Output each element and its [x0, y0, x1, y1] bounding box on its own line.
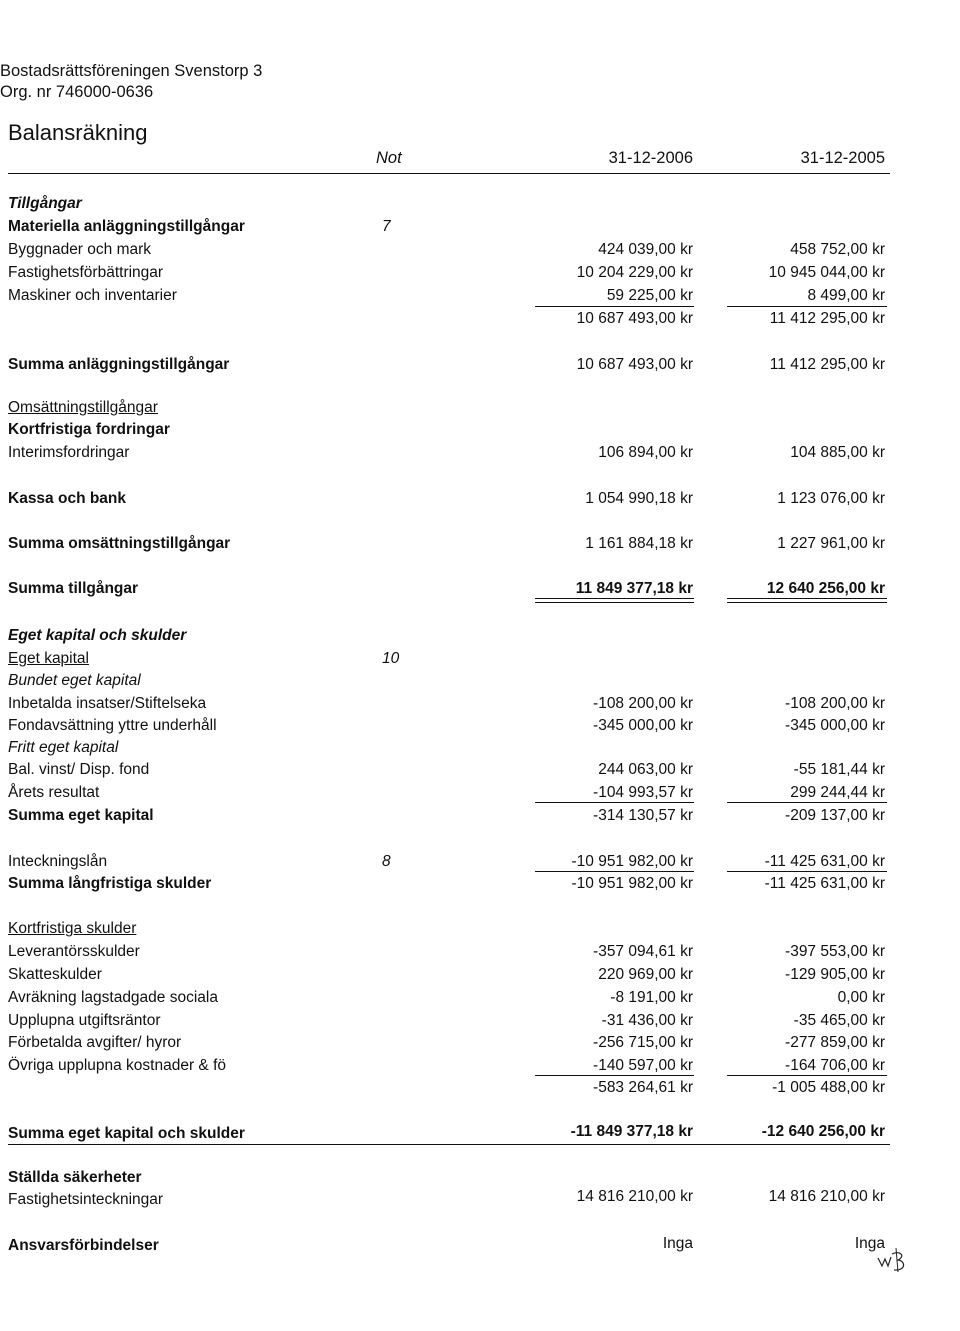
row-label: Maskiner och inventarier — [8, 287, 177, 304]
value-2006: 11 849 377,18 kr — [575, 580, 693, 597]
handwritten-initials-mark — [876, 1246, 910, 1274]
sum-rule — [727, 871, 887, 872]
row-label: Leverantörsskulder — [8, 943, 140, 960]
row-label: Avräkning lagstadgade sociala — [8, 989, 218, 1006]
row-label: Förbetalda avgifter/ hyror — [8, 1034, 182, 1051]
value-2006: 10 687 493,00 kr — [576, 356, 693, 373]
value-2005: -11 425 631,00 kr — [764, 875, 885, 892]
ansvar-label: Ansvarsförbindelser — [8, 1237, 159, 1254]
value-2006: -256 715,00 kr — [593, 1034, 693, 1051]
value-2006: 1 054 990,18 kr — [585, 490, 693, 507]
value-2005: -11 425 631,00 kr — [764, 853, 885, 870]
value-2005: -35 465,00 kr — [793, 1012, 885, 1029]
value-2005: -345 000,00 kr — [785, 717, 885, 734]
value-2005: 104 885,00 kr — [790, 444, 885, 461]
value-2005: -12 640 256,00 kr — [761, 1123, 885, 1140]
page-title: Balansräkning — [8, 120, 148, 145]
value-2006: -8 191,00 kr — [610, 989, 693, 1006]
sum-rule — [535, 1075, 694, 1076]
summa-anlaggning-label: Summa anläggningstillgångar — [8, 356, 230, 373]
value-2006: Inga — [662, 1235, 693, 1252]
value-2005: -209 137,00 kr — [785, 807, 885, 824]
omsattning-heading: Omsättningstillgångar — [8, 399, 158, 416]
header-col-2005: 31-12-2005 — [800, 149, 885, 167]
value-2006: -10 951 982,00 kr — [571, 875, 693, 892]
double-rule — [535, 602, 694, 603]
sum-rule — [727, 306, 887, 307]
materiella-heading: Materiella anläggningstillgångar — [8, 218, 245, 235]
sum-rule — [535, 306, 694, 307]
sum-rule — [535, 802, 694, 803]
row-label: Fastighetsförbättringar — [8, 264, 164, 281]
value-2006: 220 969,00 kr — [598, 966, 693, 983]
row-label: Övriga upplupna kostnader & fö — [8, 1057, 226, 1074]
value-2005: 10 945 044,00 kr — [768, 264, 885, 281]
row-label: Interimsfordringar — [8, 444, 130, 461]
value-2006: -10 951 982,00 kr — [571, 853, 693, 870]
value-2006: -357 094,61 kr — [593, 943, 693, 960]
value-2005: -108 200,00 kr — [785, 695, 885, 712]
section-eget-kapital-skulder: Eget kapital och skulder — [8, 627, 187, 644]
kortfristiga-skulder-heading: Kortfristiga skulder — [8, 920, 137, 937]
subtotal-2006: 10 687 493,00 kr — [576, 310, 693, 327]
kortfristiga-fordringar-heading: Kortfristiga fordringar — [8, 421, 170, 438]
value-2005: 12 640 256,00 kr — [766, 580, 885, 597]
bundet-heading: Bundet eget kapital — [8, 672, 141, 689]
value-2006: 59 225,00 kr — [606, 287, 693, 304]
value-2006: 1 161 884,18 kr — [585, 535, 693, 552]
subtotal-2005: 11 412 295,00 kr — [769, 310, 885, 327]
summa-omsattning-label: Summa omsättningstillgångar — [8, 535, 231, 552]
value-2005: -397 553,00 kr — [785, 943, 885, 960]
value-2005: 14 816 210,00 kr — [768, 1188, 885, 1205]
value-2005: 11 412 295,00 kr — [769, 356, 885, 373]
value-2006: 14 816 210,00 kr — [576, 1188, 693, 1205]
value-2006: -345 000,00 kr — [593, 717, 693, 734]
note-ref: 7 — [382, 218, 391, 235]
summa-langfristiga-label: Summa långfristiga skulder — [8, 875, 212, 892]
summa-total-label: Summa eget kapital och skulder — [8, 1125, 245, 1142]
double-rule — [727, 598, 887, 599]
summa-eget-kapital-label: Summa eget kapital — [8, 807, 154, 824]
row-label: Upplupna utgiftsräntor — [8, 1012, 161, 1029]
value-2005: 0,00 kr — [837, 989, 885, 1006]
summa-tillgangar-label: Summa tillgångar — [8, 580, 139, 597]
value-2006: -314 130,57 kr — [593, 807, 693, 824]
header-rule — [8, 173, 890, 174]
value-2005: -55 181,44 kr — [793, 761, 885, 778]
subtotal-2005: -1 005 488,00 kr — [772, 1079, 885, 1096]
value-2006: -140 597,00 kr — [593, 1057, 693, 1074]
stallda-heading: Ställda säkerheter — [8, 1169, 142, 1186]
value-2006: 106 894,00 kr — [598, 444, 693, 461]
org-name: Bostadsrättsföreningen Svenstorp 3 — [0, 62, 263, 80]
value-2005: 299 244,44 kr — [790, 784, 885, 801]
row-label: Fastighetsinteckningar — [8, 1191, 164, 1208]
section-tillgangar: Tillgångar — [8, 195, 82, 212]
sum-rule — [535, 871, 694, 872]
value-2006: 424 039,00 kr — [598, 241, 693, 258]
fritt-heading: Fritt eget kapital — [8, 739, 119, 756]
value-2006: -104 993,57 kr — [593, 784, 693, 801]
value-2006: -11 849 377,18 kr — [570, 1123, 693, 1140]
kassa-label: Kassa och bank — [8, 490, 127, 507]
value-2005: Inga — [854, 1235, 885, 1252]
sum-rule — [727, 1075, 887, 1076]
row-label: Skatteskulder — [8, 966, 102, 983]
note-ref: 8 — [382, 853, 391, 870]
row-label: Inbetalda insatser/Stiftelseka — [8, 695, 207, 712]
row-label: Byggnader och mark — [8, 241, 152, 258]
org-number: Org. nr 746000-0636 — [0, 83, 154, 101]
header-col-2006: 31-12-2006 — [608, 149, 693, 167]
value-2005: 458 752,00 kr — [790, 241, 885, 258]
value-2005: 1 123 076,00 kr — [777, 490, 885, 507]
value-2006: -108 200,00 kr — [593, 695, 693, 712]
value-2006: 244 063,00 kr — [598, 761, 693, 778]
row-label: Årets resultat — [8, 784, 100, 801]
header-not: Not — [376, 149, 402, 167]
value-2005: 1 227 961,00 kr — [777, 535, 885, 552]
value-2006: 10 204 229,00 kr — [576, 264, 693, 281]
value-2005: 8 499,00 kr — [807, 287, 885, 304]
row-label: Fondavsättning yttre underhåll — [8, 717, 217, 734]
value-2005: -277 859,00 kr — [785, 1034, 885, 1051]
sum-rule — [727, 802, 887, 803]
value-2005: -164 706,00 kr — [785, 1057, 885, 1074]
row-label: Bal. vinst/ Disp. fond — [8, 761, 150, 778]
total-rule — [8, 1144, 890, 1145]
subtotal-2006: -583 264,61 kr — [593, 1079, 693, 1096]
eget-kapital-heading: Eget kapital — [8, 650, 89, 667]
double-rule — [535, 598, 694, 599]
value-2006: -31 436,00 kr — [601, 1012, 693, 1029]
value-2005: -129 905,00 kr — [785, 966, 885, 983]
row-label: Inteckningslån — [8, 853, 108, 870]
double-rule — [727, 602, 887, 603]
note-ref: 10 — [382, 650, 400, 667]
